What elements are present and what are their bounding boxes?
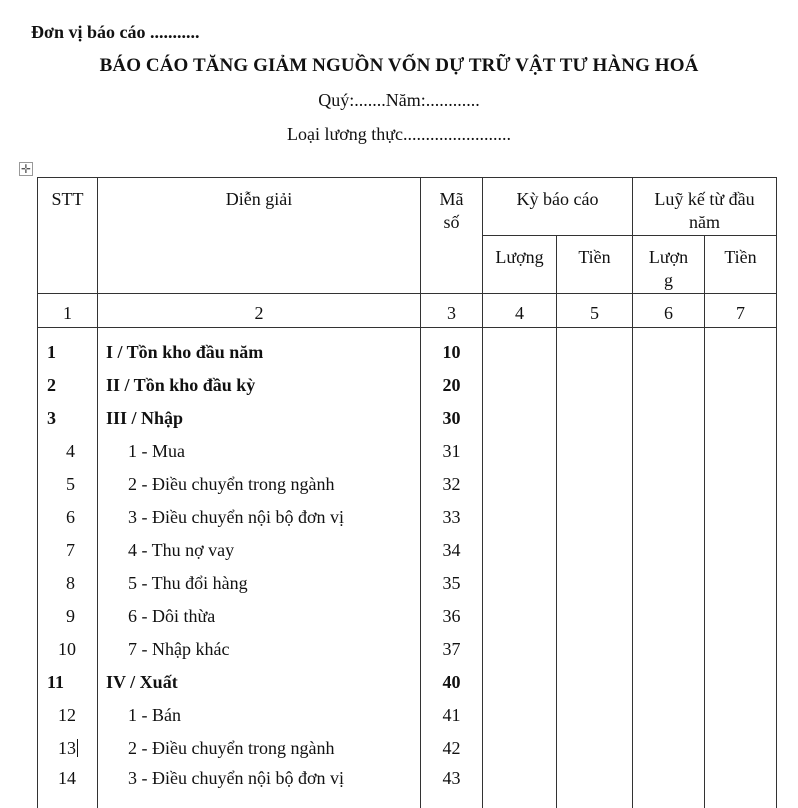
row-amount[interactable] <box>557 402 633 435</box>
row-amount-ytd[interactable] <box>705 328 777 370</box>
row-description: IV / Xuất <box>98 666 421 699</box>
row-amount-ytd[interactable] <box>705 765 777 808</box>
row-amount[interactable] <box>557 666 633 699</box>
row-quantity-ytd[interactable] <box>633 765 705 808</box>
row-quantity[interactable] <box>483 765 557 808</box>
col-header-quantity: Lượng <box>483 236 557 294</box>
row-code: 40 <box>421 666 483 699</box>
table-row <box>38 468 777 501</box>
row-quantity[interactable] <box>483 699 557 732</box>
row-quantity[interactable] <box>483 328 557 370</box>
col-header-amount-ytd: Tiền <box>705 236 777 294</box>
row-quantity-ytd[interactable] <box>633 666 705 699</box>
row-description: 1 - Bán <box>98 699 421 732</box>
row-quantity-ytd[interactable] <box>633 633 705 666</box>
table-row <box>38 666 777 699</box>
row-amount[interactable] <box>557 732 633 765</box>
table-row <box>38 501 777 534</box>
row-quantity[interactable] <box>483 633 557 666</box>
table-row <box>38 369 777 402</box>
row-description: 7 - Nhập khác <box>98 633 421 666</box>
table-row <box>38 732 777 765</box>
row-description: 3 - Điều chuyển nội bộ đơn vị <box>98 501 421 534</box>
row-stt: 12 <box>38 699 98 732</box>
row-stt: 6 <box>38 501 98 534</box>
report-title: BÁO CÁO TĂNG GIẢM NGUỒN VỐN DỰ TRỮ VẬT TƯ HÀNG HOÁ <box>0 55 798 77</box>
col-number: 4 <box>483 294 557 328</box>
col-header-quantity-ytd: Lượng <box>633 236 705 294</box>
row-quantity-ytd[interactable] <box>633 699 705 732</box>
row-quantity-ytd[interactable] <box>633 600 705 633</box>
row-stt: 1 <box>38 328 98 370</box>
report-table <box>37 177 777 808</box>
row-quantity-ytd[interactable] <box>633 435 705 468</box>
row-amount-ytd[interactable] <box>705 699 777 732</box>
row-amount-ytd[interactable] <box>705 501 777 534</box>
row-quantity[interactable] <box>483 369 557 402</box>
row-amount-ytd[interactable] <box>705 534 777 567</box>
row-amount-ytd[interactable] <box>705 468 777 501</box>
row-amount-ytd[interactable] <box>705 732 777 765</box>
row-quantity-ytd[interactable] <box>633 468 705 501</box>
row-code: 31 <box>421 435 483 468</box>
row-amount-ytd[interactable] <box>705 600 777 633</box>
row-amount[interactable] <box>557 567 633 600</box>
table-row <box>38 633 777 666</box>
food-type-line: Loại lương thực........................ <box>0 124 798 145</box>
col-number: 1 <box>38 294 98 328</box>
row-code: 43 <box>421 765 483 808</box>
col-header-description: Diễn giải <box>98 178 421 294</box>
row-stt: 8 <box>38 567 98 600</box>
row-stt: 7 <box>38 534 98 567</box>
row-quantity-ytd[interactable] <box>633 501 705 534</box>
row-stt: 3 <box>38 402 98 435</box>
row-quantity[interactable] <box>483 567 557 600</box>
row-description: 3 - Điều chuyển nội bộ đơn vị <box>98 765 421 808</box>
row-code: 20 <box>421 369 483 402</box>
row-stt: 5 <box>38 468 98 501</box>
row-amount[interactable] <box>557 600 633 633</box>
row-amount[interactable] <box>557 435 633 468</box>
col-number: 6 <box>633 294 705 328</box>
row-description: 2 - Điều chuyển trong ngành <box>98 468 421 501</box>
row-stt: 9 <box>38 600 98 633</box>
row-quantity[interactable] <box>483 732 557 765</box>
row-description: 2 - Điều chuyển trong ngành <box>98 732 421 765</box>
row-description: II / Tồn kho đầu kỳ <box>98 369 421 402</box>
row-stt: 11 <box>38 666 98 699</box>
row-amount[interactable] <box>557 369 633 402</box>
row-amount-ytd[interactable] <box>705 402 777 435</box>
row-quantity-ytd[interactable] <box>633 402 705 435</box>
col-number: 2 <box>98 294 421 328</box>
row-stt: 2 <box>38 369 98 402</box>
table-move-handle-icon[interactable]: ✛ <box>19 162 33 176</box>
table-row <box>38 534 777 567</box>
row-quantity-ytd[interactable] <box>633 732 705 765</box>
table-row <box>38 567 777 600</box>
row-code: 34 <box>421 534 483 567</box>
row-quantity-ytd[interactable] <box>633 369 705 402</box>
row-amount[interactable] <box>557 468 633 501</box>
row-quantity-ytd[interactable] <box>633 567 705 600</box>
row-quantity-ytd[interactable] <box>633 328 705 370</box>
row-amount-ytd[interactable] <box>705 369 777 402</box>
row-code: 42 <box>421 732 483 765</box>
col-number: 5 <box>557 294 633 328</box>
row-description: 5 - Thu đổi hàng <box>98 567 421 600</box>
table-body <box>38 328 777 808</box>
table-row <box>38 328 777 370</box>
row-stt: 13 <box>38 732 98 765</box>
row-code: 10 <box>421 328 483 370</box>
row-amount[interactable] <box>557 328 633 370</box>
col-header-year-to-date: Luỹ kế từ đầu năm <box>633 178 777 236</box>
row-description: I / Tồn kho đầu năm <box>98 328 421 370</box>
col-header-stt: STT <box>38 178 98 294</box>
col-header-amount: Tiền <box>557 236 633 294</box>
row-description: 4 - Thu nợ vay <box>98 534 421 567</box>
row-amount[interactable] <box>557 633 633 666</box>
text-cursor <box>77 739 78 757</box>
row-quantity[interactable] <box>483 534 557 567</box>
row-code: 32 <box>421 468 483 501</box>
row-quantity[interactable] <box>483 501 557 534</box>
row-quantity[interactable] <box>483 468 557 501</box>
row-description: 6 - Dôi thừa <box>98 600 421 633</box>
row-quantity[interactable] <box>483 435 557 468</box>
row-quantity[interactable] <box>483 666 557 699</box>
row-code: 37 <box>421 633 483 666</box>
row-stt: 4 <box>38 435 98 468</box>
col-header-code: Mã số <box>421 178 483 294</box>
row-quantity-ytd[interactable] <box>633 534 705 567</box>
col-number: 7 <box>705 294 777 328</box>
row-amount-ytd[interactable] <box>705 666 777 699</box>
row-code: 30 <box>421 402 483 435</box>
row-description: III / Nhập <box>98 402 421 435</box>
table-row <box>38 402 777 435</box>
row-amount[interactable] <box>557 699 633 732</box>
col-number: 3 <box>421 294 483 328</box>
row-code: 36 <box>421 600 483 633</box>
table-row <box>38 765 777 808</box>
row-quantity[interactable] <box>483 402 557 435</box>
row-amount[interactable] <box>557 765 633 808</box>
row-stt: 10 <box>38 633 98 666</box>
period-line: Quý:.......Năm:............ <box>0 90 798 111</box>
row-quantity[interactable] <box>483 600 557 633</box>
row-code: 35 <box>421 567 483 600</box>
col-header-reporting-period: Kỳ báo cáo <box>483 178 633 236</box>
reporting-unit-line: Đơn vị báo cáo ........... <box>31 22 199 43</box>
row-amount-ytd[interactable] <box>705 567 777 600</box>
row-code: 41 <box>421 699 483 732</box>
row-description: 1 - Mua <box>98 435 421 468</box>
table-row <box>38 600 777 633</box>
row-amount[interactable] <box>557 501 633 534</box>
table-row <box>38 435 777 468</box>
row-amount-ytd[interactable] <box>705 633 777 666</box>
row-code: 33 <box>421 501 483 534</box>
row-amount-ytd[interactable] <box>705 435 777 468</box>
row-stt: 14 <box>38 765 98 808</box>
row-amount[interactable] <box>557 534 633 567</box>
table-row <box>38 699 777 732</box>
